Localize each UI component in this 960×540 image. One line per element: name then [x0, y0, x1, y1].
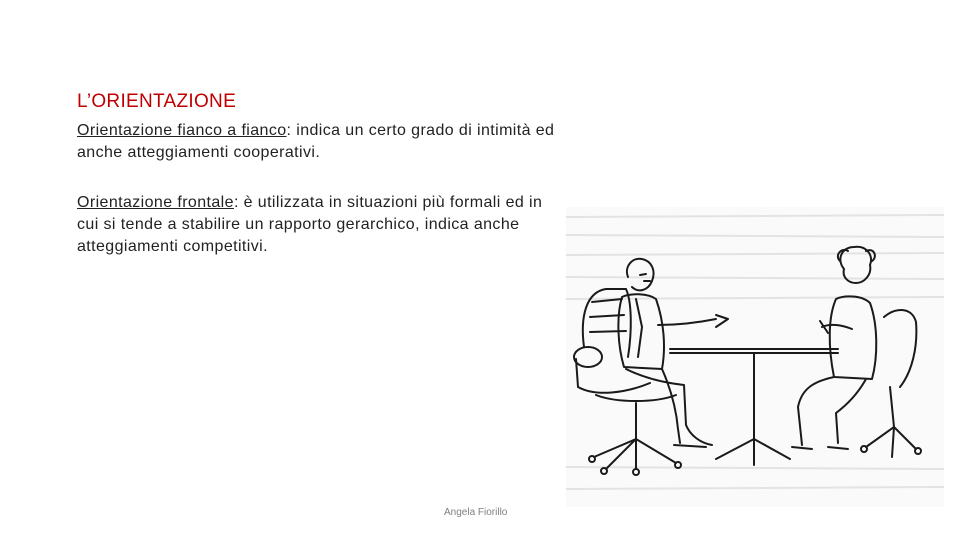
description-side-by-side: : indica un certo grado di intimità ed anche atteggiamenti cooperativi. [77, 122, 555, 161]
description-frontal: : è utilizzata in situazioni più formali ed in cui si tende a stabilire un rapporto gerarchico, indica anche atteggiamenti competitivi. [77, 194, 543, 255]
two-people-at-table-illustration [566, 207, 944, 507]
term-frontal: Orientazione frontale [77, 194, 234, 211]
slide-title: L’ORIENTAZIONE [77, 91, 237, 112]
paragraph-frontal [77, 192, 567, 258]
paragraph-side-by-side [77, 120, 567, 164]
footer-author: Angela Fiorillo [444, 507, 508, 518]
term-side-by-side: Orientazione fianco a fianco [77, 122, 287, 139]
